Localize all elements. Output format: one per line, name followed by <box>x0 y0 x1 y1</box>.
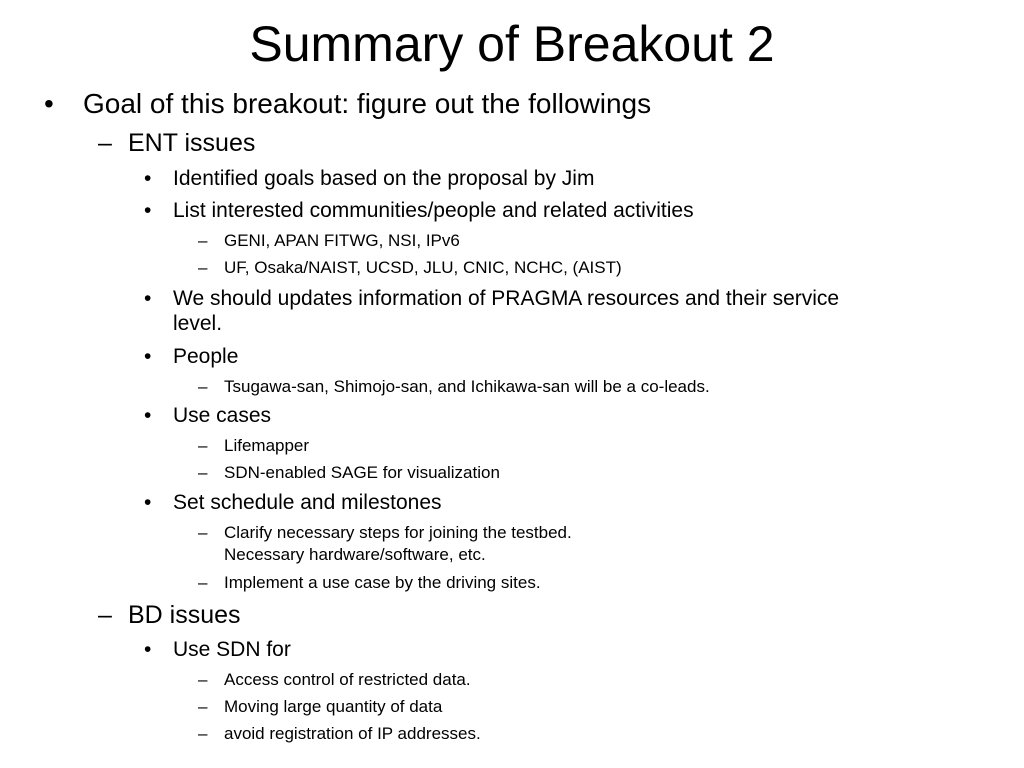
bullet-text: Use SDN for <box>173 638 291 661</box>
bullet-marker: • <box>144 404 152 427</box>
sub-bullet-marker: – <box>98 601 112 629</box>
sub-bullet-text: Implement a use case by the driving sites. <box>224 573 541 592</box>
sub-bullet-text-continuation: Necessary hardware/software, etc. <box>224 545 486 564</box>
bullet-marker: • <box>144 167 152 190</box>
sub-bullet-text: SDN-enabled SAGE for visualization <box>224 463 500 482</box>
bullet-marker: • <box>144 199 152 222</box>
bullet-text-continuation: level. <box>173 312 223 335</box>
sub-bullet-marker: – <box>198 670 208 689</box>
sub-bullet-marker: – <box>198 724 208 743</box>
sub-bullet-marker: – <box>198 231 208 250</box>
bullet-marker: • <box>144 638 152 661</box>
bullet-marker: • <box>144 491 152 514</box>
sub-bullet-marker: – <box>198 463 208 482</box>
sub-bullet-marker: – <box>98 129 112 157</box>
bullet-marker: • <box>44 88 54 119</box>
sub-bullet-text: Lifemapper <box>224 436 310 455</box>
section-heading-ent: ENT issues <box>128 129 256 157</box>
sub-bullet-text: avoid registration of IP addresses. <box>224 724 481 743</box>
sub-bullet-text: Clarify necessary steps for joining the testbed. <box>224 523 572 542</box>
section-heading-bd: BD issues <box>128 601 241 629</box>
bullet-text: Goal of this breakout: figure out the followings <box>83 88 652 119</box>
sub-bullet-marker: – <box>198 573 208 592</box>
slide-title: Summary of Breakout 2 <box>249 16 775 72</box>
sub-bullet-marker: – <box>198 523 208 542</box>
bullet-text: We should updates information of PRAGMA resources and their service <box>173 287 840 310</box>
bullet-text: List interested communities/people and related activities <box>173 199 694 222</box>
sub-bullet-text: GENI, APAN FITWG, NSI, IPv6 <box>224 231 460 250</box>
bullet-marker: • <box>144 345 152 368</box>
sub-bullet-text: Tsugawa-san, Shimojo-san, and Ichikawa-san will be a co-leads. <box>224 377 710 396</box>
sub-bullet-text: Moving large quantity of data <box>224 697 443 716</box>
sub-bullet-marker: – <box>198 436 208 455</box>
bullet-text: People <box>173 345 239 368</box>
sub-bullet-marker: – <box>198 697 208 716</box>
sub-bullet-marker: – <box>198 258 208 277</box>
bullet-text: Use cases <box>173 404 272 427</box>
bullet-marker: • <box>144 287 152 310</box>
bullet-text: Set schedule and milestones <box>173 491 442 514</box>
bullet-text: Identified goals based on the proposal by Jim <box>173 167 595 190</box>
sub-bullet-text: UF, Osaka/NAIST, UCSD, JLU, CNIC, NCHC, (AIST) <box>224 258 622 277</box>
sub-bullet-text: Access control of restricted data. <box>224 670 471 689</box>
sub-bullet-marker: – <box>198 377 208 396</box>
